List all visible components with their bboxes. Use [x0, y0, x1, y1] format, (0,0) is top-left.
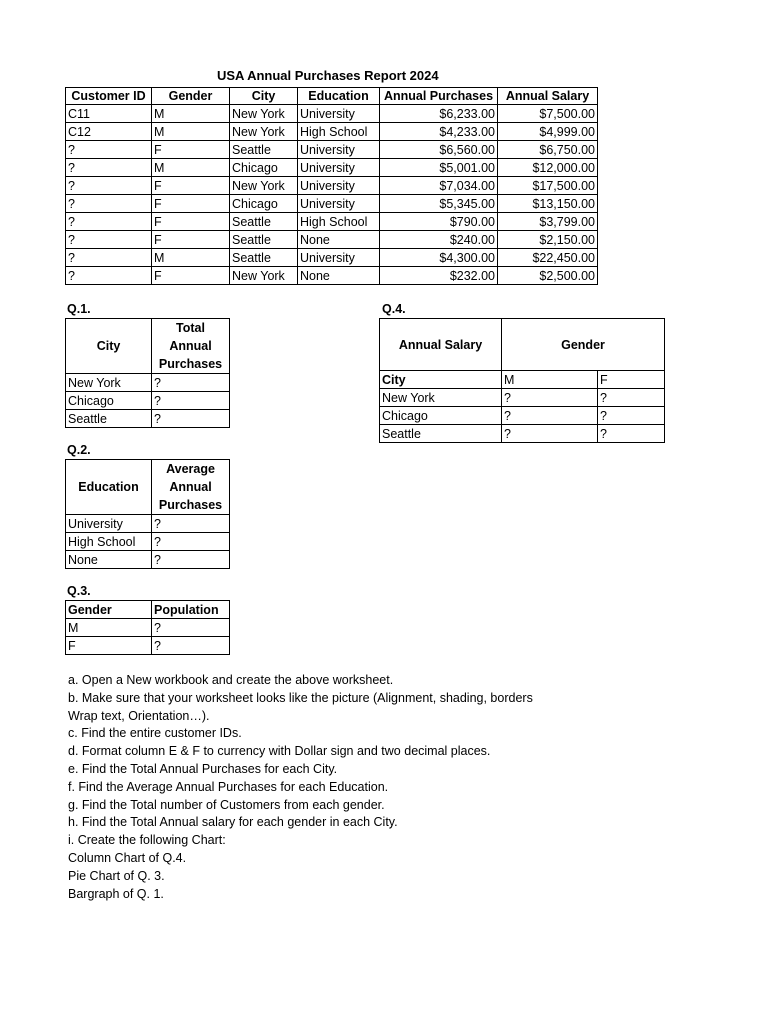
cell-annual-purchases: $6,233.00: [380, 105, 498, 123]
cell-annual-salary: $6,750.00: [498, 141, 598, 159]
q4-row: [380, 389, 665, 407]
q1-cell-city: Seattle: [66, 410, 152, 428]
cell-annual-salary: $4,999.00: [498, 123, 598, 141]
cell-city: Seattle: [230, 231, 298, 249]
instruction-line: Pie Chart of Q. 3.: [68, 868, 165, 883]
table-row: [66, 159, 598, 177]
q2-label: Q.2.: [67, 443, 91, 457]
instructions: [68, 672, 533, 903]
q1-row: [66, 410, 230, 428]
q3-cell-gender: M: [66, 619, 152, 637]
table-row: [66, 123, 598, 141]
cell-customer-id: ?: [66, 141, 152, 159]
instruction-line: a. Open a New workbook and create the above worksheet.: [68, 673, 394, 687]
cell-annual-salary: $13,150.00: [498, 195, 598, 213]
col-header-city: City: [230, 88, 298, 105]
q1-col-total: Total Annual Purchases: [152, 319, 230, 374]
cell-gender: M: [152, 159, 230, 177]
q1-cell-value: ?: [152, 410, 230, 428]
q4-cell-f: ?: [598, 389, 665, 407]
q1-cell-city: Chicago: [66, 392, 152, 410]
q3-col-gender: Gender: [66, 601, 152, 619]
q4-row: [380, 407, 665, 425]
q3-row: [66, 619, 230, 637]
cell-customer-id: C12: [66, 123, 152, 141]
instruction-line: h. Find the Total Annual salary for each gender in each City.: [68, 815, 398, 830]
q2-row: [66, 515, 230, 533]
q3-label: Q.3.: [67, 584, 91, 598]
q4-cell-m: ?: [502, 407, 598, 425]
q3-cell-value: ?: [152, 619, 230, 637]
col-header-annual-purchases: Annual Purchases: [380, 88, 498, 105]
q4-row: [380, 425, 665, 443]
q4-subheader-m: M: [502, 371, 598, 389]
cell-gender: F: [152, 195, 230, 213]
table-header-row: [66, 88, 598, 105]
q4-label: Q.4.: [382, 302, 406, 316]
q1-cell-value: ?: [152, 374, 230, 392]
q4-cell-m: ?: [502, 389, 598, 407]
cell-customer-id: ?: [66, 213, 152, 231]
q1-table: [65, 318, 230, 428]
cell-education: University: [298, 141, 380, 159]
q3-table: [65, 600, 230, 655]
cell-annual-salary: $7,500.00: [498, 105, 598, 123]
instruction-line: Wrap text, Orientation…).: [68, 708, 210, 723]
cell-education: None: [298, 231, 380, 249]
q1-row: [66, 392, 230, 410]
q3-row: [66, 637, 230, 655]
cell-city: Seattle: [230, 141, 298, 159]
q4-col-annual-salary: Annual Salary: [380, 319, 502, 371]
cell-gender: F: [152, 177, 230, 195]
q4-cell-m: ?: [502, 425, 598, 443]
table-row: [66, 267, 598, 285]
cell-customer-id: ?: [66, 195, 152, 213]
q3-cell-value: ?: [152, 637, 230, 655]
cell-gender: M: [152, 249, 230, 267]
q2-cell-education: University: [66, 515, 152, 533]
q3-col-population: Population: [152, 601, 230, 619]
cell-education: University: [298, 177, 380, 195]
q1-row: [66, 374, 230, 392]
q2-row: [66, 551, 230, 569]
cell-annual-purchases: $790.00: [380, 213, 498, 231]
table-row: [66, 249, 598, 267]
q1-label: Q.1.: [67, 302, 91, 316]
cell-annual-salary: $2,150.00: [498, 231, 598, 249]
table-row: [66, 213, 598, 231]
cell-annual-purchases: $4,233.00: [380, 123, 498, 141]
cell-education: University: [298, 249, 380, 267]
cell-annual-purchases: $232.00: [380, 267, 498, 285]
cell-gender: M: [152, 105, 230, 123]
instruction-line: g. Find the Total number of Customers from each gender.: [68, 797, 385, 812]
cell-customer-id: ?: [66, 267, 152, 285]
col-header-gender: Gender: [152, 88, 230, 105]
instruction-line: f. Find the Average Annual Purchases for each Education.: [68, 779, 389, 794]
q2-table: [65, 459, 230, 569]
cell-education: University: [298, 159, 380, 177]
q4-subheader-city: City: [380, 371, 502, 389]
cell-city: New York: [230, 267, 298, 285]
q4-table: [379, 318, 665, 443]
q2-row: [66, 533, 230, 551]
cell-city: Chicago: [230, 159, 298, 177]
cell-annual-salary: $17,500.00: [498, 177, 598, 195]
cell-annual-purchases: $5,001.00: [380, 159, 498, 177]
cell-annual-purchases: $240.00: [380, 231, 498, 249]
q4-cell-f: ?: [598, 407, 665, 425]
cell-annual-purchases: $5,345.00: [380, 195, 498, 213]
cell-education: University: [298, 105, 380, 123]
cell-customer-id: ?: [66, 177, 152, 195]
q2-cell-education: None: [66, 551, 152, 569]
cell-city: New York: [230, 123, 298, 141]
q2-cell-value: ?: [152, 515, 230, 533]
cell-gender: F: [152, 213, 230, 231]
instruction-line: d. Format column E & F to currency with Dollar sign and two decimal places.: [68, 744, 491, 759]
cell-gender: F: [152, 267, 230, 285]
cell-customer-id: C11: [66, 105, 152, 123]
q2-cell-value: ?: [152, 533, 230, 551]
cell-customer-id: ?: [66, 249, 152, 267]
cell-education: High School: [298, 123, 380, 141]
cell-customer-id: ?: [66, 231, 152, 249]
cell-annual-salary: $2,500.00: [498, 267, 598, 285]
instruction-line: b. Make sure that your worksheet looks like the picture (Alignment, shading, borders: [68, 690, 533, 705]
cell-education: University: [298, 195, 380, 213]
instruction-line: c. Find the entire customer IDs.: [68, 726, 242, 741]
cell-city: Seattle: [230, 249, 298, 267]
q3-cell-gender: F: [66, 637, 152, 655]
purchases-table: [65, 87, 598, 285]
cell-city: New York: [230, 177, 298, 195]
table-row: [66, 141, 598, 159]
q2-cell-education: High School: [66, 533, 152, 551]
instruction-line: Column Chart of Q.4.: [68, 850, 187, 865]
q2-cell-value: ?: [152, 551, 230, 569]
q1-cell-value: ?: [152, 392, 230, 410]
q2-col-education: Education: [66, 460, 152, 515]
cell-annual-purchases: $7,034.00: [380, 177, 498, 195]
cell-city: Chicago: [230, 195, 298, 213]
q1-col-city: City: [66, 319, 152, 374]
instruction-line: Bargraph of Q. 1.: [68, 886, 164, 901]
cell-customer-id: ?: [66, 159, 152, 177]
instruction-line: i. Create the following Chart:: [68, 833, 226, 848]
cell-annual-salary: $3,799.00: [498, 213, 598, 231]
q4-cell-city: Chicago: [380, 407, 502, 425]
cell-annual-salary: $12,000.00: [498, 159, 598, 177]
report-title: USA Annual Purchases Report 2024: [217, 68, 439, 83]
table-row: [66, 231, 598, 249]
q4-subheader-row: [380, 371, 665, 389]
cell-gender: M: [152, 123, 230, 141]
cell-annual-purchases: $6,560.00: [380, 141, 498, 159]
col-header-education: Education: [298, 88, 380, 105]
q1-cell-city: New York: [66, 374, 152, 392]
q2-col-average: Average Annual Purchases: [152, 460, 230, 515]
cell-gender: F: [152, 231, 230, 249]
cell-gender: F: [152, 141, 230, 159]
q4-subheader-f: F: [598, 371, 665, 389]
cell-education: None: [298, 267, 380, 285]
cell-annual-purchases: $4,300.00: [380, 249, 498, 267]
col-header-annual-salary: Annual Salary: [498, 88, 598, 105]
q4-cell-city: New York: [380, 389, 502, 407]
q4-col-gender: Gender: [502, 319, 665, 371]
cell-city: Seattle: [230, 213, 298, 231]
table-row: [66, 195, 598, 213]
col-header-customer-id: Customer ID: [66, 88, 152, 105]
q4-cell-f: ?: [598, 425, 665, 443]
table-row: [66, 105, 598, 123]
q4-cell-city: Seattle: [380, 425, 502, 443]
instruction-line: e. Find the Total Annual Purchases for each City.: [68, 761, 338, 776]
cell-city: New York: [230, 105, 298, 123]
table-row: [66, 177, 598, 195]
cell-education: High School: [298, 213, 380, 231]
cell-annual-salary: $22,450.00: [498, 249, 598, 267]
